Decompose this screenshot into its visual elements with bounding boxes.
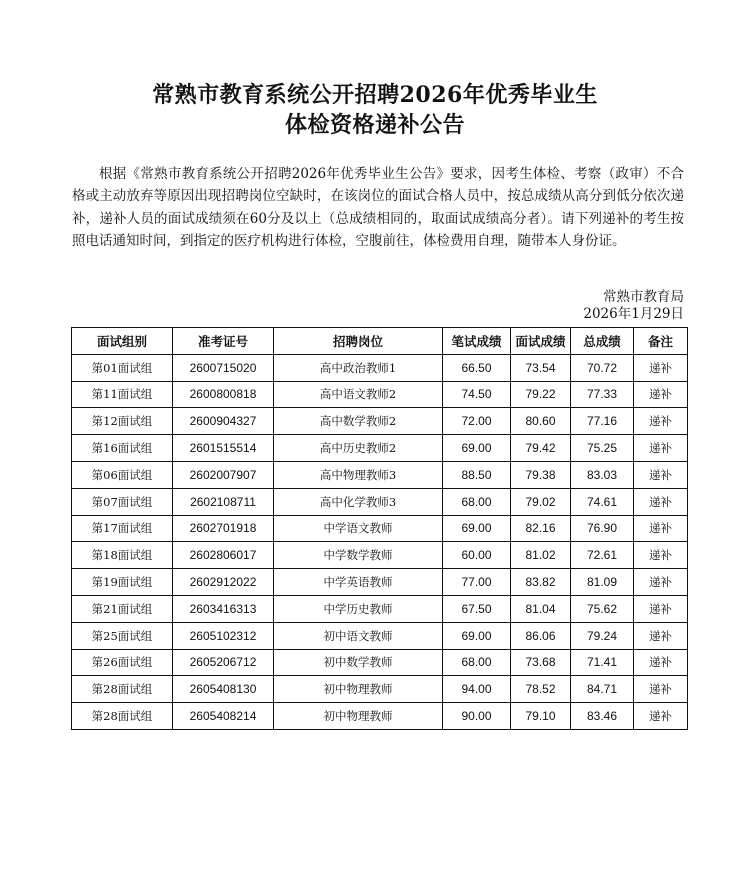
cell-exam-id: 2605408214 — [173, 703, 274, 730]
table-row — [72, 515, 688, 542]
cell-exam-id: 2605206712 — [173, 649, 274, 676]
cell-group: 第11面试组 — [72, 381, 173, 408]
cell-interview-score: 79.02 — [511, 488, 571, 515]
cell-remark: 递补 — [634, 408, 688, 435]
cell-remark: 递补 — [634, 569, 688, 596]
cell-interview-score: 81.04 — [511, 595, 571, 622]
table-row — [72, 461, 688, 488]
issue-date: 2026年1月29日 — [583, 306, 684, 322]
issuer-name: 常熟市教育局 — [603, 289, 684, 305]
cell-total-score: 83.46 — [571, 703, 634, 730]
cell-position: 初中物理教师 — [274, 703, 443, 730]
table-row — [72, 569, 688, 596]
cell-group: 第07面试组 — [72, 488, 173, 515]
cell-remark: 递补 — [634, 676, 688, 703]
cell-total-score: 77.33 — [571, 381, 634, 408]
cell-remark: 递补 — [634, 515, 688, 542]
table-row — [72, 595, 688, 622]
cell-group: 第17面试组 — [72, 515, 173, 542]
cell-interview-score: 79.22 — [511, 381, 571, 408]
cell-total-score: 75.62 — [571, 595, 634, 622]
cell-remark: 递补 — [634, 595, 688, 622]
cell-total-score: 81.09 — [571, 569, 634, 596]
cell-group: 第12面试组 — [72, 408, 173, 435]
cell-group: 第28面试组 — [72, 703, 173, 730]
cell-position: 高中语文教师2 — [274, 381, 443, 408]
table-row — [72, 408, 688, 435]
cell-group: 第16面试组 — [72, 435, 173, 462]
cell-interview-score: 79.38 — [511, 461, 571, 488]
cell-remark: 递补 — [634, 461, 688, 488]
cell-written-score: 68.00 — [443, 488, 511, 515]
table-row — [72, 703, 688, 730]
cell-interview-score: 73.68 — [511, 649, 571, 676]
cell-total-score: 72.61 — [571, 542, 634, 569]
cell-interview-score: 78.52 — [511, 676, 571, 703]
cell-written-score: 88.50 — [443, 461, 511, 488]
cell-remark: 递补 — [634, 542, 688, 569]
page-title-line2: 体检资格递补公告 — [284, 112, 465, 138]
cell-interview-score: 81.02 — [511, 542, 571, 569]
cell-total-score: 75.25 — [571, 435, 634, 462]
column-header-written-score: 笔试成绩 — [443, 328, 511, 355]
cell-position: 中学数学教师 — [274, 542, 443, 569]
cell-remark: 递补 — [634, 703, 688, 730]
cell-total-score: 71.41 — [571, 649, 634, 676]
cell-group: 第21面试组 — [72, 595, 173, 622]
cell-exam-id: 2602701918 — [173, 515, 274, 542]
cell-exam-id: 2602912022 — [173, 569, 274, 596]
cell-group: 第18面试组 — [72, 542, 173, 569]
cell-position: 高中数学教师2 — [274, 408, 443, 435]
cell-interview-score: 86.06 — [511, 622, 571, 649]
cell-remark: 递补 — [634, 622, 688, 649]
cell-group: 第25面试组 — [72, 622, 173, 649]
cell-total-score: 83.03 — [571, 461, 634, 488]
cell-written-score: 66.50 — [443, 354, 511, 381]
column-header-interview-score: 面试成绩 — [511, 328, 571, 355]
cell-remark: 递补 — [634, 488, 688, 515]
page-title-line1: 常熟市教育系统公开招聘2026年优秀毕业生 — [152, 82, 598, 108]
cell-position: 初中物理教师 — [274, 676, 443, 703]
table-row — [72, 488, 688, 515]
column-header-group: 面试组别 — [72, 328, 173, 355]
cell-total-score: 70.72 — [571, 354, 634, 381]
cell-written-score: 69.00 — [443, 435, 511, 462]
cell-group: 第01面试组 — [72, 354, 173, 381]
column-header-remark: 备注 — [634, 328, 688, 355]
cell-exam-id: 2601515514 — [173, 435, 274, 462]
column-header-position: 招聘岗位 — [274, 328, 443, 355]
intro-paragraph: 根据《常熟市教育系统公开招聘2026年优秀毕业生公告》要求，因考生体检、考察（政审）不合格或主动放弃等原因出现招聘岗位空缺时，在该岗位的面试合格人员中，按总成绩从高分到低分依次递补，递补人员的面试成绩须在60分及以上（总成绩相同的，取面试成绩高分者）。请下列递补的考生按照电话通知时间，到指定的医疗机构进行体检，空腹前往，体检费用自理，随带本人身份证。 — [72, 166, 684, 249]
cell-written-score: 74.50 — [443, 381, 511, 408]
cell-written-score: 77.00 — [443, 569, 511, 596]
cell-exam-id: 2600715020 — [173, 354, 274, 381]
cell-exam-id: 2605102312 — [173, 622, 274, 649]
cell-position: 中学语文教师 — [274, 515, 443, 542]
cell-group: 第28面试组 — [72, 676, 173, 703]
table-body — [72, 354, 688, 729]
cell-interview-score: 83.82 — [511, 569, 571, 596]
cell-total-score: 74.61 — [571, 488, 634, 515]
table-row — [72, 542, 688, 569]
cell-written-score: 69.00 — [443, 515, 511, 542]
cell-remark: 递补 — [634, 649, 688, 676]
cell-exam-id: 2600800818 — [173, 381, 274, 408]
cell-written-score: 68.00 — [443, 649, 511, 676]
table-row — [72, 354, 688, 381]
cell-group: 第26面试组 — [72, 649, 173, 676]
cell-interview-score: 80.60 — [511, 408, 571, 435]
cell-total-score: 77.16 — [571, 408, 634, 435]
cell-exam-id: 2605408130 — [173, 676, 274, 703]
cell-interview-score: 79.42 — [511, 435, 571, 462]
cell-position: 初中语文教师 — [274, 622, 443, 649]
table-header — [72, 328, 688, 355]
cell-remark: 递补 — [634, 354, 688, 381]
cell-total-score: 76.90 — [571, 515, 634, 542]
cell-position: 高中物理教师3 — [274, 461, 443, 488]
cell-written-score: 72.00 — [443, 408, 511, 435]
cell-remark: 递补 — [634, 381, 688, 408]
cell-group: 第06面试组 — [72, 461, 173, 488]
column-header-exam-id: 准考证号 — [173, 328, 274, 355]
cell-exam-id: 2603416313 — [173, 595, 274, 622]
results-table — [71, 327, 688, 730]
table-row — [72, 435, 688, 462]
cell-interview-score: 79.10 — [511, 703, 571, 730]
table-row — [72, 676, 688, 703]
cell-position: 高中历史教师2 — [274, 435, 443, 462]
cell-position: 高中化学教师3 — [274, 488, 443, 515]
cell-position: 高中政治教师1 — [274, 354, 443, 381]
cell-exam-id: 2602007907 — [173, 461, 274, 488]
table-header-row — [72, 328, 688, 355]
cell-exam-id: 2602806017 — [173, 542, 274, 569]
cell-position: 初中数学教师 — [274, 649, 443, 676]
cell-written-score: 67.50 — [443, 595, 511, 622]
cell-position: 中学英语教师 — [274, 569, 443, 596]
cell-written-score: 90.00 — [443, 703, 511, 730]
cell-remark: 递补 — [634, 435, 688, 462]
cell-exam-id: 2602108711 — [173, 488, 274, 515]
cell-written-score: 69.00 — [443, 622, 511, 649]
cell-exam-id: 2600904327 — [173, 408, 274, 435]
cell-written-score: 60.00 — [443, 542, 511, 569]
cell-total-score: 84.71 — [571, 676, 634, 703]
column-header-total-score: 总成绩 — [571, 328, 634, 355]
cell-group: 第19面试组 — [72, 569, 173, 596]
cell-interview-score: 73.54 — [511, 354, 571, 381]
cell-written-score: 94.00 — [443, 676, 511, 703]
table-row — [72, 622, 688, 649]
table-row — [72, 381, 688, 408]
cell-total-score: 79.24 — [571, 622, 634, 649]
cell-interview-score: 82.16 — [511, 515, 571, 542]
cell-position: 中学历史教师 — [274, 595, 443, 622]
table-row — [72, 649, 688, 676]
